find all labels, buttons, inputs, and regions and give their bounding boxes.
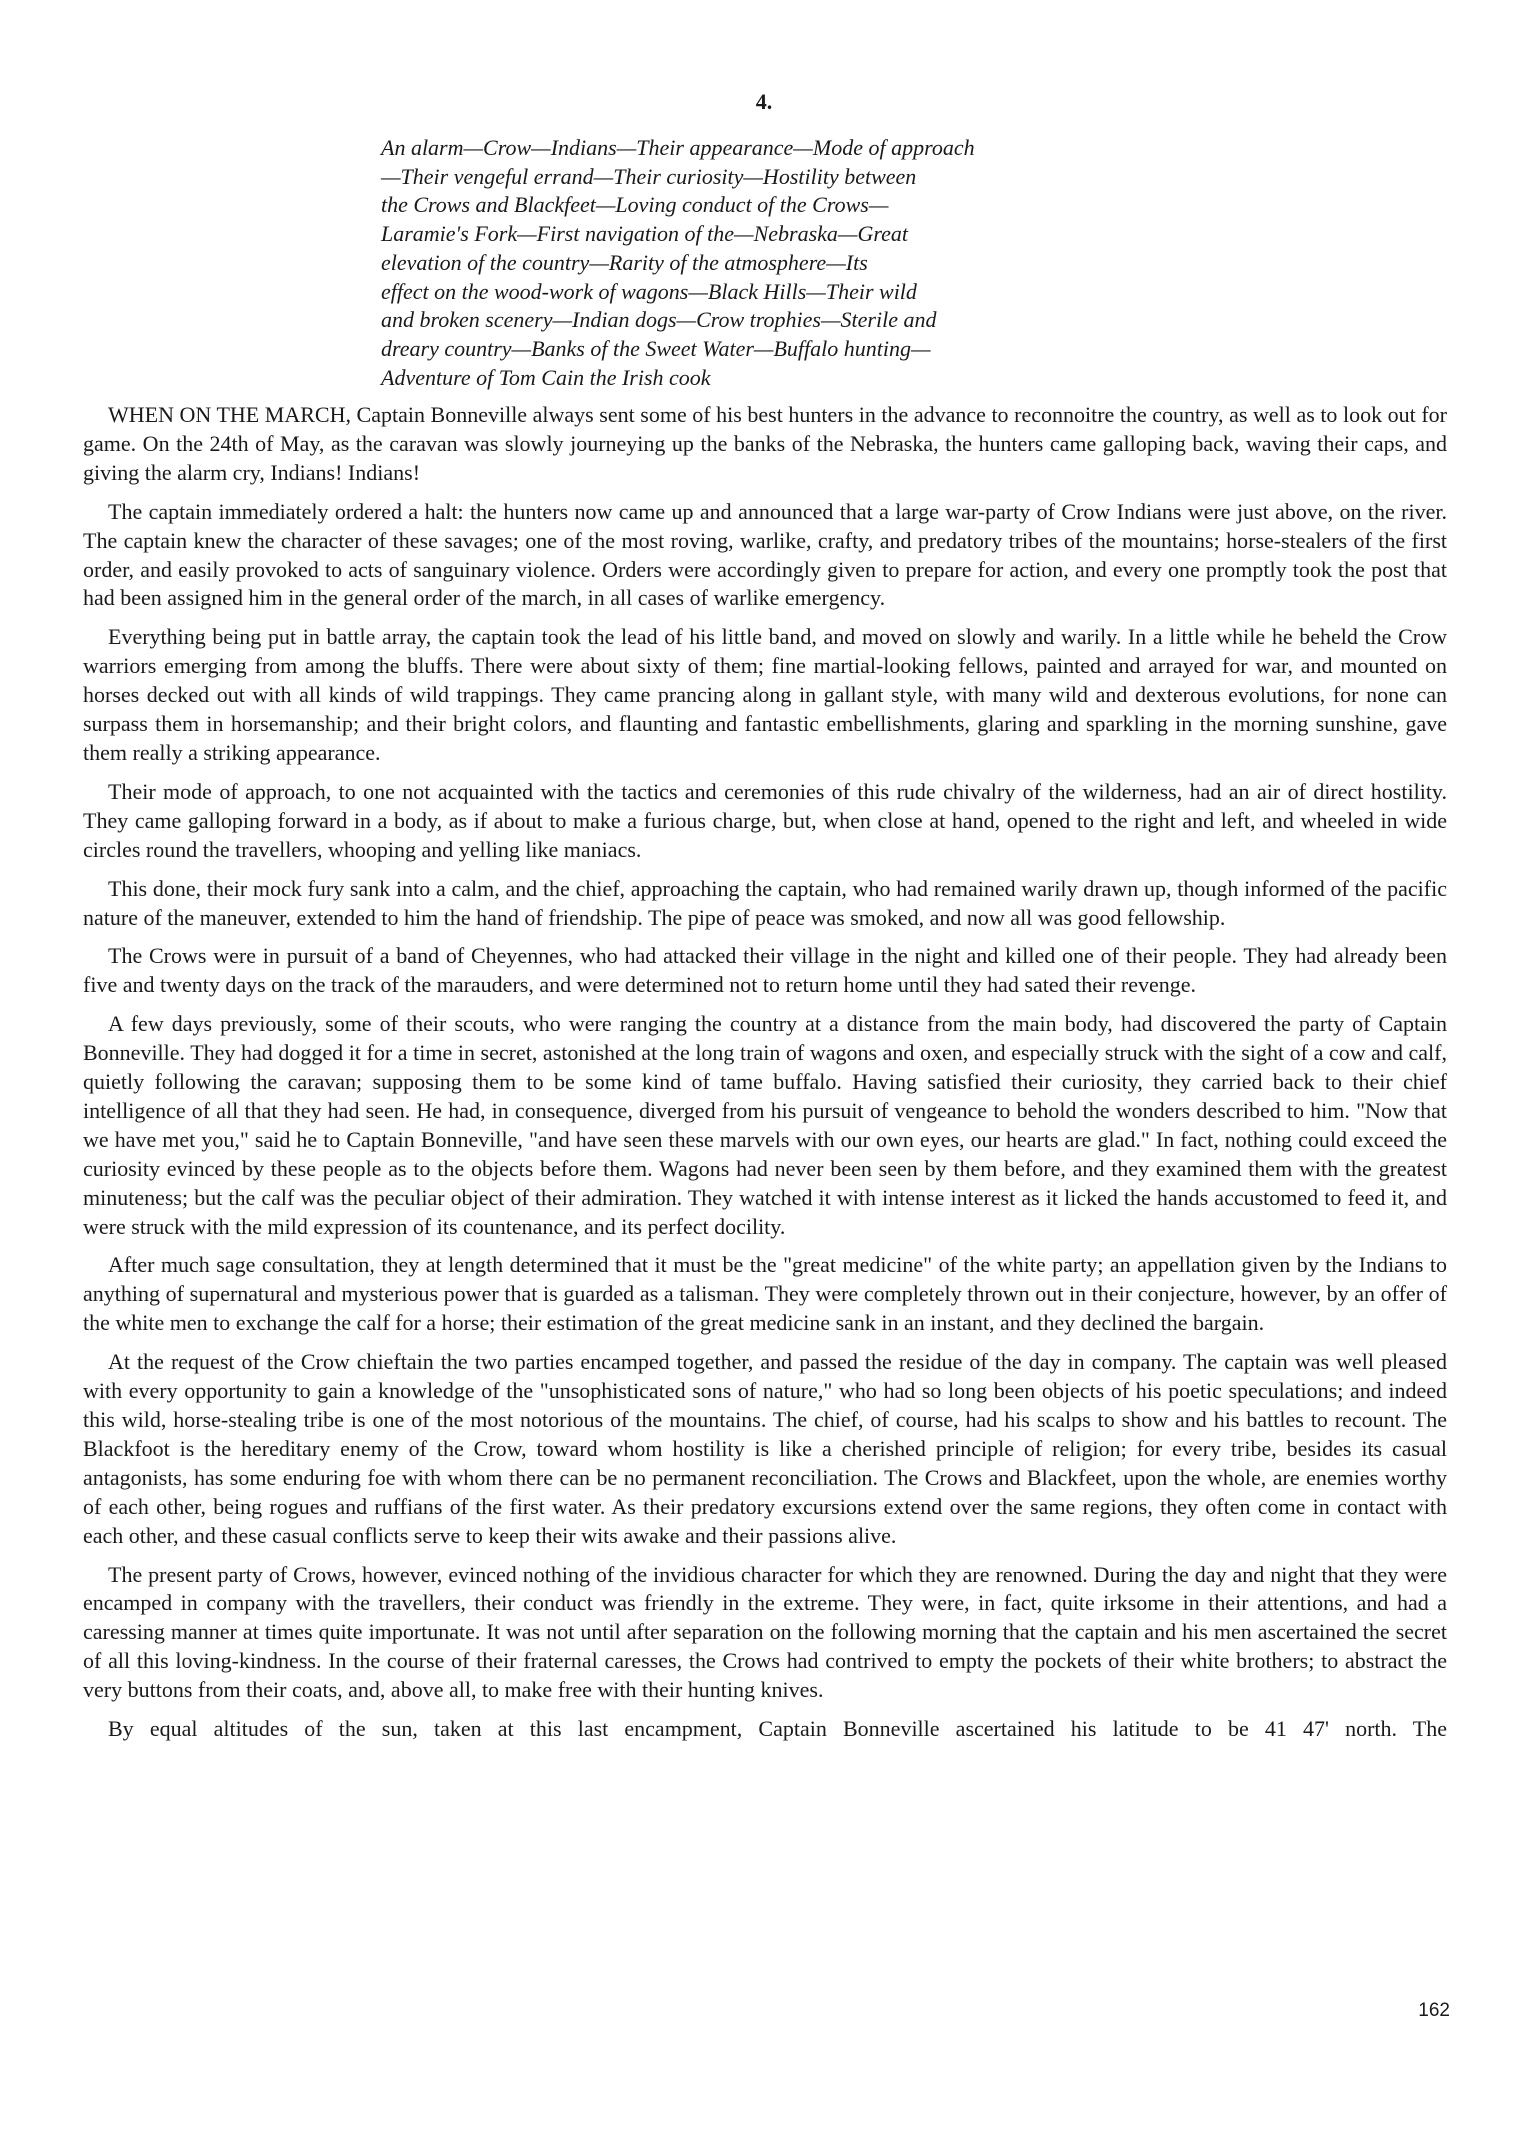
- paragraph-continued: By equal altitudes of the sun, taken at this last encampment, Captain Bonneville ascertained his latitude to be 41 47' north. The: [108, 1716, 1447, 1742]
- body-text: [83, 401, 1447, 1744]
- synopsis-line: the Crows and Blackfeet—Loving conduct of the Crows—: [381, 192, 889, 218]
- synopsis-line: An alarm—Crow—Indians—Their appearance—Mode of approach: [381, 135, 975, 160]
- synopsis-line: effect on the wood-work of wagons—Black Hills—Their wild: [381, 278, 917, 304]
- chapter-number: 4.: [755, 89, 773, 114]
- paragraph: The captain immediately ordered a halt: the hunters now came up and announced that a large war-party of Crow Indians were just above, on the river. The captain knew the character of these savages; one of the most roving, warlike, crafty, and predatory tribes of the mountains; horse-stealers of the first order, and easily provoked to acts of sanguinary violence. Orders were accordingly given to prepare for action, and every one promptly took the post that had been assigned him in the general order of the march, in all cases of warlike emergency.: [83, 498, 1447, 611]
- paragraph: WHEN ON THE MARCH, Captain Bonneville always sent some of his best hunters in the advance to reconnoitre the country, as well as to look out for game. On the 24th of May, as the caravan was slowly journeying up the banks of the Nebraska, the hunters came galloping back, waving their caps, and giving the alarm cry, Indians! Indians!: [83, 402, 1447, 485]
- synopsis-line: Laramie's Fork—First navigation of the—Nebraska—Great: [381, 221, 908, 247]
- page-number: 162: [1418, 2000, 1450, 2021]
- paragraph: The Crows were in pursuit of a band of Cheyennes, who had attacked their village in the night and killed one of their people. They had already been five and twenty days on the track of the marauders, and were determined not to return home until they had sated their revenge.: [83, 943, 1447, 998]
- synopsis-line: dreary country—Banks of the Sweet Water—Buffalo hunting—: [381, 335, 931, 361]
- paragraph: The present party of Crows, however, evinced nothing of the invidious character for which they are renowned. During the day and night that they were encamped in company with the travellers, their conduct was friendly in the extreme. They were, in fact, quite irksome in their attentions, and had a caressing manner at times quite importunate. It was not until after separation on the following morning that the captain and his men ascertained the secret of all this loving-kindness. In the course of their fraternal caresses, the Crows had contrived to empty the pockets of their white brothers; to abstract the very buttons from their coats, and, above all, to make free with their hunting knives.: [83, 1561, 1447, 1703]
- synopsis-line: and broken scenery—Indian dogs—Crow trophies—Sterile and: [381, 307, 937, 333]
- chapter-synopsis: [381, 134, 1141, 392]
- paragraph: Everything being put in battle array, the captain took the lead of his little band, and moved on slowly and warily. In a little while he beheld the Crow warriors emerging from among the bluffs. There were about sixty of them; fine martial-looking fellows, painted and arrayed for war, and mounted on horses decked out with all kinds of wild trappings. They came prancing along in gallant style, with many wild and dexterous evolutions, for none can surpass them in horsemanship; and their bright colors, and flaunting and fantastic embellishments, glaring and sparkling in the morning sunshine, gave them really a striking appearance.: [83, 624, 1447, 765]
- synopsis-line: —Their vengeful errand—Their curiosity—Hostility between: [381, 163, 917, 189]
- paragraph: This done, their mock fury sank into a calm, and the chief, approaching the captain, who had remained warily drawn up, though informed of the pacific nature of the maneuver, extended to him the hand of friendship. The pipe of peace was smoked, and now all was good fellowship.: [83, 875, 1447, 930]
- paragraph: After much sage consultation, they at length determined that it must be the "great medicine" of the white party; an appellation given by the Indians to anything of supernatural and mysterious power that is guarded as a talisman. They were completely thrown out in their conjecture, however, by an offer of the white men to exchange the calf for a horse; their estimation of the great medicine sank in an instant, and they declined the bargain.: [83, 1252, 1447, 1336]
- paragraph: At the request of the Crow chieftain the two parties encamped together, and passed the residue of the day in company. The captain was well pleased with every opportunity to gain a knowledge of the "unsophisticated sons of nature," who had so long been objects of his poetic speculations; and indeed this wild, horse-stealing tribe is one of the most notorious of the mountains. The chief, of course, had his scalps to show and his battles to recount. The Blackfoot is the hereditary enemy of the Crow, toward whom hostility is like a cherished principle of religion; for every tribe, besides its casual antagonists, has some enduring foe with whom there can be no permanent reconciliation. The Crows and Blackfeet, upon the whole, are enemies worthy of each other, being rogues and ruffians of the first water. As their predatory excursions extend over the same regions, they often come in contact with each other, and these casual conflicts serve to keep their wits awake and their passions alive.: [83, 1349, 1447, 1548]
- synopsis-line: Adventure of Tom Cain the Irish cook: [381, 364, 711, 390]
- paragraph: Their mode of approach, to one not acquainted with the tactics and ceremonies of this rude chivalry of the wilderness, had an air of direct hostility. They came galloping forward in a body, as if about to make a furious charge, but, when close at hand, opened to the right and left, and wheeled in wide circles round the travellers, whooping and yelling like maniacs.: [83, 778, 1447, 862]
- paragraph: A few days previously, some of their scouts, who were ranging the country at a distance from the main body, had discovered the party of Captain Bonneville. They had dogged it for a time in secret, astonished at the long train of wagons and oxen, and especially struck with the sight of a cow and calf, quietly following the caravan; supposing them to be some kind of tame buffalo. Having satisfied their curiosity, they carried back to their chief intelligence of all that they had seen. He had, in consequence, diverged from his pursuit of vengeance to behold the wonders described to him. "Now that we have met you," said he to Captain Bonneville, "and have seen these marvels with our own eyes, our hearts are glad." In fact, nothing could exceed the curiosity evinced by these people as to the objects before them. Wagons had never been seen by them before, and they examined them with the greatest minuteness; but the calf was the peculiar object of their admiration. They watched it with intense interest as it licked the hands accustomed to feed it, and were struck with the mild expression of its countenance, and its perfect docility.: [83, 1011, 1447, 1239]
- synopsis-line: elevation of the country—Rarity of the atmosphere—Its: [381, 249, 868, 275]
